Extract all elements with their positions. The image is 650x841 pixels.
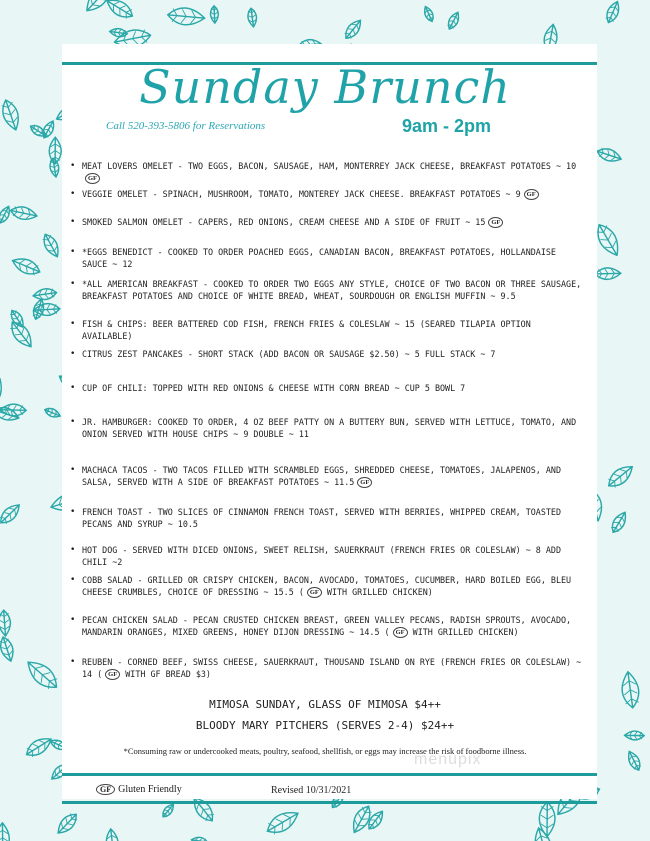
leaf-shape — [9, 205, 38, 222]
leaf-shape — [0, 405, 21, 424]
bottom-divider — [62, 773, 597, 776]
leaf-shape — [422, 5, 435, 23]
bullet: • — [70, 279, 76, 289]
menu-item — [70, 188, 585, 200]
leaf-shape — [54, 810, 81, 837]
leaf-shape — [342, 17, 365, 42]
menu-item — [70, 506, 585, 530]
bullet: • — [70, 319, 76, 329]
leaf-shape — [604, 461, 636, 491]
bullet: • — [70, 465, 76, 475]
menu-item — [70, 318, 585, 342]
leaf-shape — [539, 802, 555, 837]
menu-item-text: CITRUS ZEST PANCAKES - SHORT STACK (ADD BACON OR SAUSAGE $2.50) ~ 5 FULL STACK ~ 7 — [82, 349, 496, 359]
gf-icon: GF — [393, 627, 408, 638]
menu-item — [70, 416, 585, 440]
leaf-shape — [0, 823, 9, 841]
leaf-shape — [210, 6, 219, 24]
gluten-friendly-legend — [96, 784, 182, 795]
reservation-phone: Call 520-393-5806 for Reservations — [106, 120, 266, 132]
menu-item-text: MACHACA TACOS - TWO TACOS FILLED WITH SCRAMBLED EGGS, SHREDDED CHEESE, TOMATOES, JALAPENOS, AND SALSA, SERVED WITH A SIDE OF BREAKFAST POTATOES ~ 11.5 — [82, 465, 562, 487]
menu-item-text: FRENCH TOAST - TWO SLICES OF CINNAMON FRENCH TOAST, SERVED WITH BERRIES, WHIPPED CREAM, TOASTED PECANS AND SYRUP ~ 10.5 — [82, 507, 562, 529]
bullet: • — [70, 217, 76, 227]
bullet: • — [70, 161, 76, 171]
menu-item-text: REUBEN - CORNED BEEF, SWISS CHEESE, SAUERKRAUT, THOUSAND ISLAND ON RYE (FRENCH FRIES OR COLESLAW) ~ 14 ( — [82, 657, 582, 679]
menu-item-text: MEAT LOVERS OMELET - TWO EGGS, BACON, SAUSAGE, HAM, MONTERREY JACK CHEESE, BREAKFAST POTATOES ~ 10 — [82, 161, 577, 171]
gf-icon: GF — [307, 587, 322, 598]
menu-item-text: *EGGS BENEDICT - COOKED TO ORDER POACHED EGGS, CANADIAN BACON, BREAKFAST POTATOES, HOLLANDAISE SAUCE ~ 12 — [82, 247, 556, 269]
leaf-shape — [7, 318, 37, 351]
leaf-shape — [446, 10, 462, 31]
bullet: • — [70, 383, 76, 393]
gf-icon: GF — [488, 217, 503, 228]
menu-item — [70, 160, 585, 184]
menu-item — [70, 278, 585, 302]
leaf-shape — [40, 232, 62, 260]
menu-item-text: HOT DOG - SERVED WITH DICED ONIONS, SWEET RELISH, SAUERKRAUT (FRENCH FRIES OR COLESLAW) ~ 8 ADD CHILI ~2 — [82, 545, 562, 567]
leaf-shape — [10, 254, 42, 278]
bullet: • — [70, 247, 76, 257]
leaf-shape — [104, 0, 136, 22]
watermark: menupix — [414, 751, 482, 768]
promo-bloody-mary: BLOODY MARY PITCHERS (SERVES 2-4) $24++ — [195, 719, 455, 732]
leaf-shape — [167, 6, 205, 26]
bullet: • — [70, 615, 76, 625]
leaf-shape — [247, 8, 258, 28]
menu-item — [70, 574, 585, 598]
leaf-shape — [624, 731, 644, 740]
menu-item-text: COBB SALAD - GRILLED OR CRISPY CHICKEN, BACON, AVOCADO, TOMATOES, CUCUMBER, HARD BOILED EGG, BLEU CHEESE CRUMBLES, CHOICE OF DRESSING ~ 15.5 ( — [82, 575, 572, 597]
leaf-shape — [191, 836, 208, 841]
food-safety-warning: *Consuming raw or undercooked meats, poultry, seafood, shellfish, or eggs may increase the risk of foodborne illness. — [123, 746, 527, 756]
gf-icon: GF — [85, 173, 100, 184]
leaf-shape — [23, 734, 54, 760]
menu-item — [70, 348, 585, 360]
bullet: • — [70, 575, 76, 585]
menu-item-note: WITH GRILLED CHICKEN) — [321, 587, 433, 597]
menu-item — [70, 382, 585, 394]
leaf-shape — [595, 146, 623, 165]
bullet: • — [70, 545, 76, 555]
leaf-shape — [0, 404, 26, 416]
bullet: • — [70, 189, 76, 199]
footer-divider — [62, 801, 597, 804]
menu-item — [70, 544, 585, 568]
promo-mimosa: MIMOSA SUNDAY, GLASS OF MIMOSA $4++ — [209, 698, 441, 711]
gf-icon: GF — [524, 189, 539, 200]
leaf-shape — [592, 221, 624, 260]
menu-item-note: WITH GF BREAD $3) — [120, 669, 211, 679]
page-title: Sunday Brunch — [139, 60, 511, 114]
leaf-shape — [609, 510, 630, 535]
leaf-shape — [160, 802, 176, 819]
bullet: • — [70, 349, 76, 359]
leaf-shape — [532, 826, 555, 841]
menu-item-text: FISH & CHIPS: BEER BATTERED COD FISH, FRENCH FRIES & COLESLAW ~ 15 (SEARED TILAPIA OPTION AVAILABLE) — [82, 319, 531, 341]
leaf-shape — [43, 406, 61, 419]
leaf-shape — [595, 268, 621, 280]
menu-item — [70, 614, 585, 638]
menu-item-text: VEGGIE OMELET - SPINACH, MUSHROOM, TOMATO, MONTEREY JACK CHEESE. BREAKFAST POTATOES ~ 9 — [82, 189, 521, 199]
menu-item-text: PECAN CHICKEN SALAD - PECAN CRUSTED CHICKEN BREAST, GREEN VALLEY PECANS, RADISH SPROUTS, AVOCADO, MANDARIN ORANGES, MIXED GREENS, HONEY DIJON DRESSING ~ 14.5 ( — [82, 615, 572, 637]
leaf-shape — [263, 806, 302, 838]
leaf-shape — [0, 635, 16, 663]
leaf-shape — [32, 287, 57, 301]
menu-item — [70, 464, 585, 488]
menu-item-note: WITH GRILLED CHICKEN) — [407, 627, 519, 637]
menu-item — [70, 656, 585, 680]
menu-item — [70, 246, 585, 270]
revised-date: Revised 10/31/2021 — [271, 785, 352, 796]
gf-icon: GF — [357, 477, 372, 488]
leaf-shape — [0, 204, 12, 224]
leaf-shape — [22, 656, 62, 694]
bullet: • — [70, 657, 76, 667]
menu-item-text: SMOKED SALMON OMELET - CAPERS, RED ONIONS, CREAM CHEESE AND A SIDE OF FRUIT ~ 15 — [82, 217, 486, 227]
menu-item — [70, 216, 585, 228]
gf-icon: GF — [96, 784, 115, 795]
leaf-shape — [0, 501, 23, 527]
leaf-shape — [604, 0, 623, 25]
menu-item-text: *ALL AMERICAN BREAKFAST - COOKED TO ORDER TWO EGGS ANY STYLE, CHOICE OF TWO BACON OR THREE SAUSAGE, BREAKFAST POTATOES AND CHOICE OF WHITE BREAD, WHEAT, SOURDOUGH OR ENGLISH MUFFIN ~ 9.5 — [82, 279, 582, 301]
menu-item-text: CUP OF CHILI: TOPPED WITH RED ONIONS & CHEESE WITH CORN BREAD ~ CUP 5 BOWL 7 — [82, 383, 466, 393]
menu-item-text: JR. HAMBURGER: COOKED TO ORDER, 4 OZ BEEF PATTY ON A BUTTERY BUN, SERVED WITH LETTUCE, TOMATO, AND ONION SERVED WITH HOUSE CHIPS ~ 9 DOUBLE ~ 11 — [82, 417, 577, 439]
brunch-hours: 9am - 2pm — [402, 116, 492, 136]
gluten-friendly-text: Gluten Friendly — [118, 784, 182, 795]
leaf-shape — [105, 828, 119, 841]
leaf-shape — [625, 749, 643, 772]
bullet: • — [70, 507, 76, 517]
gf-icon: GF — [105, 669, 120, 680]
bullet: • — [70, 417, 76, 427]
leaf-shape — [0, 610, 11, 637]
